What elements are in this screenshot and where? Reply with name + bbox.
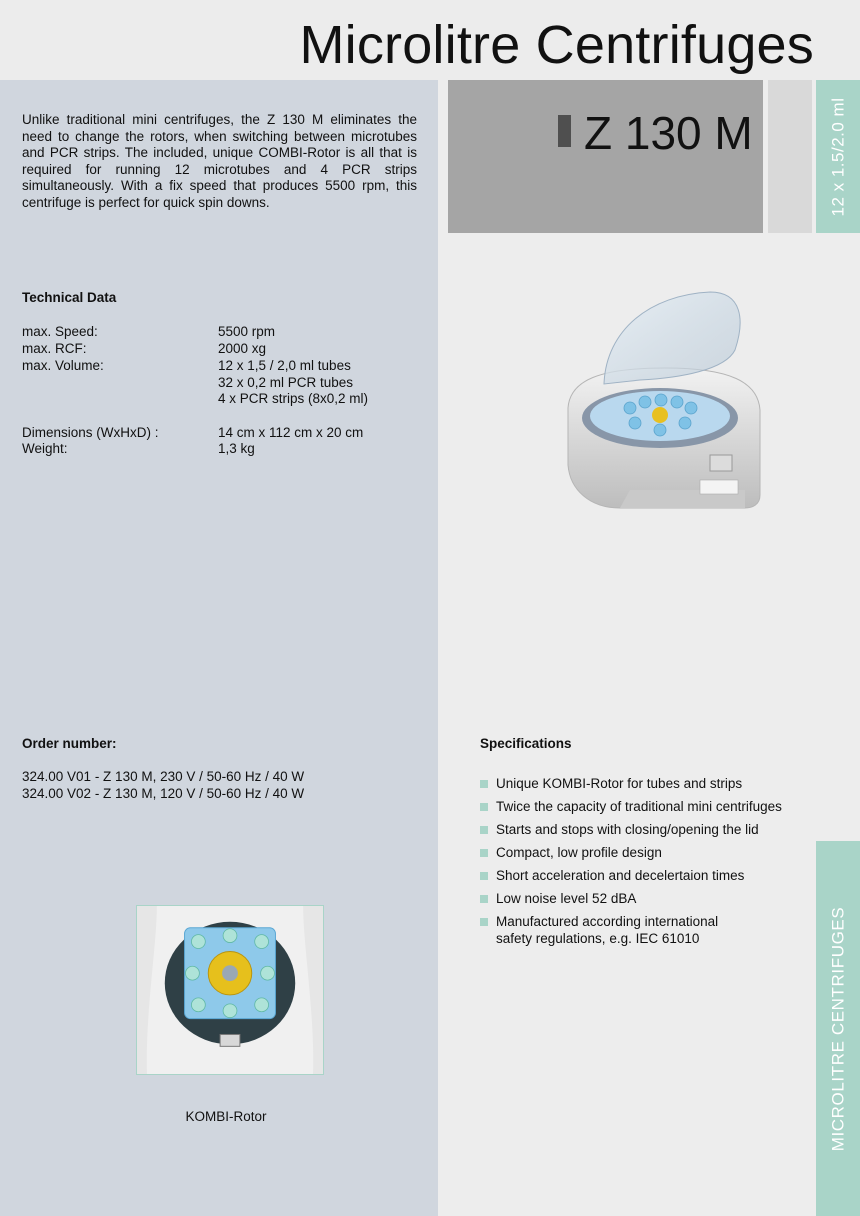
spec-item-text: Short acceleration and decelertaion times (496, 868, 745, 883)
right-panel (438, 80, 860, 1216)
spec-item-text: Manufactured according international safety regulations, e.g. IEC 61010 (496, 914, 719, 946)
square-bullet-icon (480, 895, 488, 903)
specifications-heading: Specifications (480, 736, 572, 751)
spec-item-text: Low noise level 52 dBA (496, 891, 637, 906)
specifications-list (480, 776, 810, 954)
model-marker (558, 115, 571, 147)
intro-paragraph: Unlike traditional mini centrifuges, the Z 130 M eliminates the need to change the rotors, when switching between microtubes and PCR strips. The included, unique COMBI-Rotor is all that is required for running 12 microtubes and 4 PCR strips simultaneously. With a fix speed that produces 5500 rpm, this centrifuge is perfect for quick spin downs. (22, 112, 417, 210)
spec-item (480, 891, 810, 908)
square-bullet-icon (480, 872, 488, 880)
spec-item (480, 845, 810, 862)
rcf-label: max. RCF: (22, 341, 87, 356)
capacity-tab-label: 12 x 1.5/2.0 ml (828, 96, 848, 217)
volume-value: 12 x 1,5 / 2,0 ml tubes (218, 358, 351, 373)
spec-item-text: Starts and stops with closing/opening the lid (496, 822, 759, 837)
speed-value: 5500 rpm (218, 324, 276, 339)
square-bullet-icon (480, 803, 488, 811)
dimensions-label: Dimensions (WxHxD) : (22, 425, 159, 440)
spec-item-text: Unique KOMBI-Rotor for tubes and strips (496, 776, 743, 791)
spec-item (480, 868, 810, 885)
order-line: 324.00 V02 - Z 130 M, 120 V / 50-60 Hz / 40 W (22, 786, 305, 801)
dimensions-value: 14 cm x 112 cm x 20 cm (218, 425, 364, 440)
page-title: Microlitre Centrifuges (299, 15, 814, 75)
volume-value: 32 x 0,2 ml PCR tubes (218, 375, 354, 390)
capacity-tab-label-wrap (816, 80, 860, 233)
spec-item (480, 914, 746, 947)
spec-item-text: Twice the capacity of traditional mini centrifuges (496, 799, 782, 814)
square-bullet-icon (480, 849, 488, 857)
order-line: 324.00 V01 - Z 130 M, 230 V / 50-60 Hz / 40 W (22, 769, 305, 784)
spec-item (480, 822, 810, 839)
spec-item (480, 799, 810, 816)
speed-label: max. Speed: (22, 324, 98, 339)
spec-item-text: Compact, low profile design (496, 845, 662, 860)
rcf-value: 2000 xg (218, 341, 267, 356)
kombi-rotor-image (137, 906, 323, 1074)
order-number-heading: Order number: (22, 736, 117, 751)
weight-value: 1,3 kg (218, 441, 255, 456)
technical-data-heading: Technical Data (22, 290, 117, 305)
square-bullet-icon (480, 826, 488, 834)
square-bullet-icon (480, 780, 488, 788)
square-bullet-icon (480, 918, 488, 926)
model-name: Z 130 M (584, 107, 753, 159)
decorative-box (768, 80, 812, 233)
kombi-rotor-image-frame (136, 905, 324, 1075)
category-tab-label: MICROLITRE CENTRIFUGES (828, 906, 848, 1151)
centrifuge-product-image (560, 290, 770, 520)
volume-label: max. Volume: (22, 358, 104, 373)
weight-label: Weight: (22, 441, 68, 456)
volume-value: 4 x PCR strips (8x0,2 ml) (218, 391, 369, 406)
spec-item (480, 776, 810, 793)
category-tab-label-wrap (816, 841, 860, 1216)
kombi-rotor-caption: KOMBI-Rotor (185, 1109, 267, 1124)
